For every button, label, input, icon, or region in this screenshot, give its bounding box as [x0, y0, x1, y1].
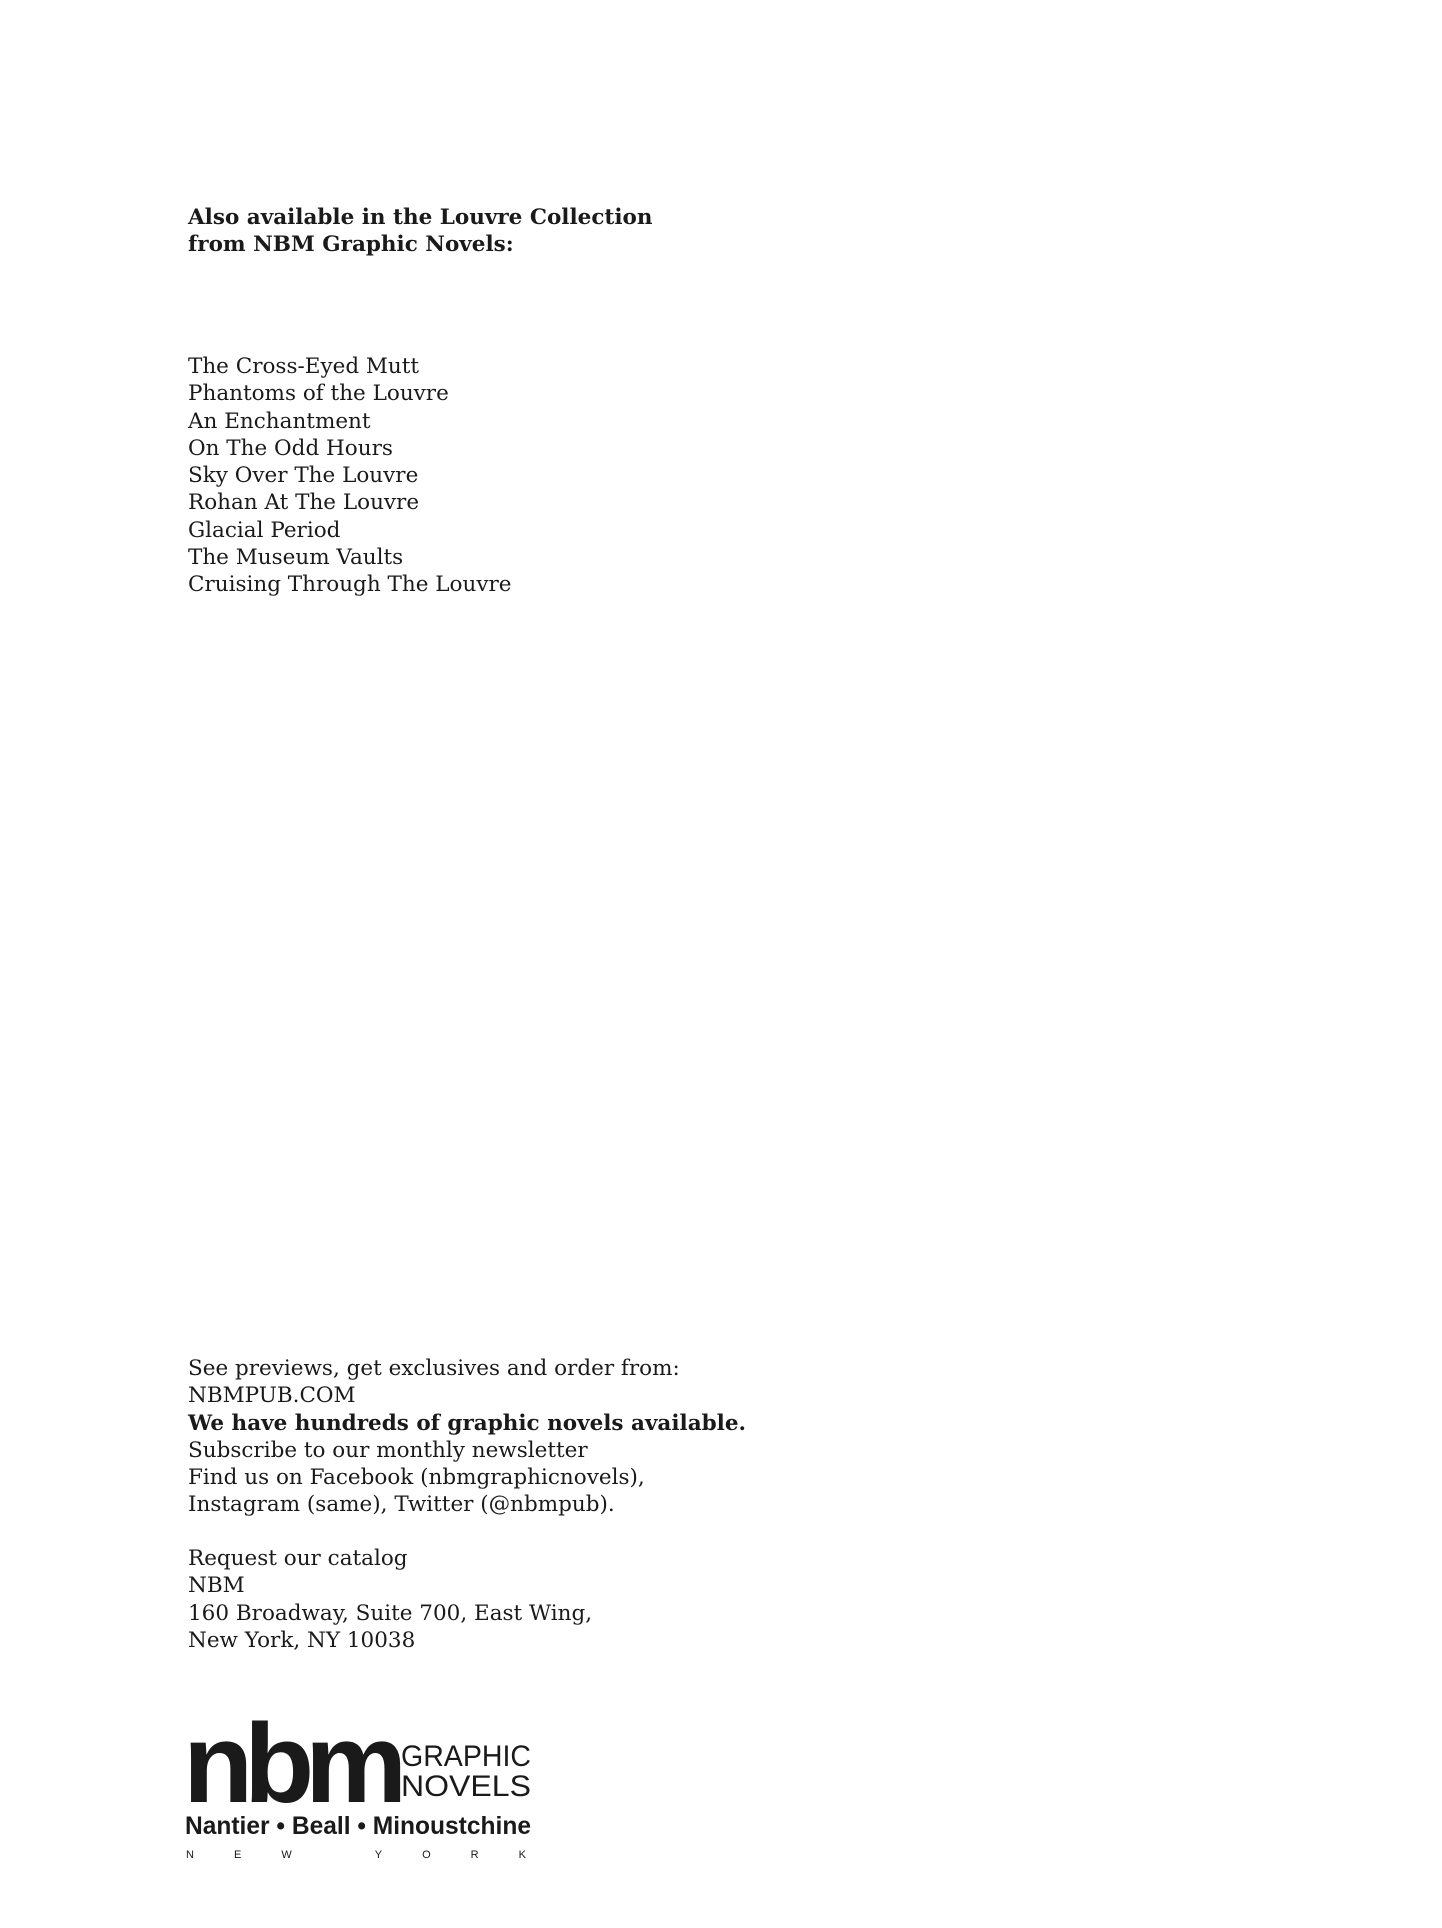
list-item: An Enchantment	[188, 408, 371, 434]
list-item: Glacial Period	[188, 517, 341, 543]
website-link[interactable]: NBMPUB.COM	[188, 1383, 356, 1409]
hundreds-text: We have hundreds of graphic novels available.	[188, 1410, 746, 1436]
facebook-text: Find us on Facebook (nbmgraphicnovels),	[188, 1465, 645, 1491]
social-text: Instagram (same), Twitter (@nbmpub).	[188, 1492, 615, 1518]
list-item: Sky Over The Louvre	[188, 463, 419, 489]
collection-heading	[188, 204, 652, 259]
list-item: Rohan At The Louvre	[188, 490, 420, 516]
city-address: New York, NY 10038	[188, 1627, 416, 1653]
logo-tagline: Nantier • Beall • Minoustchine	[185, 1812, 532, 1840]
company-name: NBM	[188, 1573, 245, 1599]
heading-line-1: Also available in the Louvre Collection	[188, 205, 653, 230]
list-item: The Museum Vaults	[188, 545, 404, 571]
catalog-address	[188, 1545, 592, 1654]
list-item: On The Odd Hours	[188, 435, 393, 461]
list-item: Phantoms of the Louvre	[188, 381, 449, 407]
request-catalog-text: Request our catalog	[188, 1546, 408, 1571]
heading-line-2: from NBM Graphic Novels:	[188, 232, 514, 258]
previews-text: See previews, get exclusives and order from:	[188, 1356, 680, 1381]
order-info	[188, 1355, 746, 1519]
logo-city: NEW YORK	[186, 1849, 526, 1861]
logo-novels-text: NOVELS	[401, 1770, 531, 1803]
list-item: The Cross-Eyed Mutt	[188, 354, 420, 379]
logo-graphic-text: GRAPHIC	[401, 1740, 531, 1773]
title-list	[188, 353, 511, 599]
logo-mark: nbm	[183, 1710, 401, 1826]
newsletter-text: Subscribe to our monthly newsletter	[188, 1437, 588, 1463]
nbm-logo	[183, 1710, 543, 1865]
street-address: 160 Broadway, Suite 700, East Wing,	[188, 1600, 593, 1626]
list-item: Cruising Through The Louvre	[188, 572, 512, 598]
